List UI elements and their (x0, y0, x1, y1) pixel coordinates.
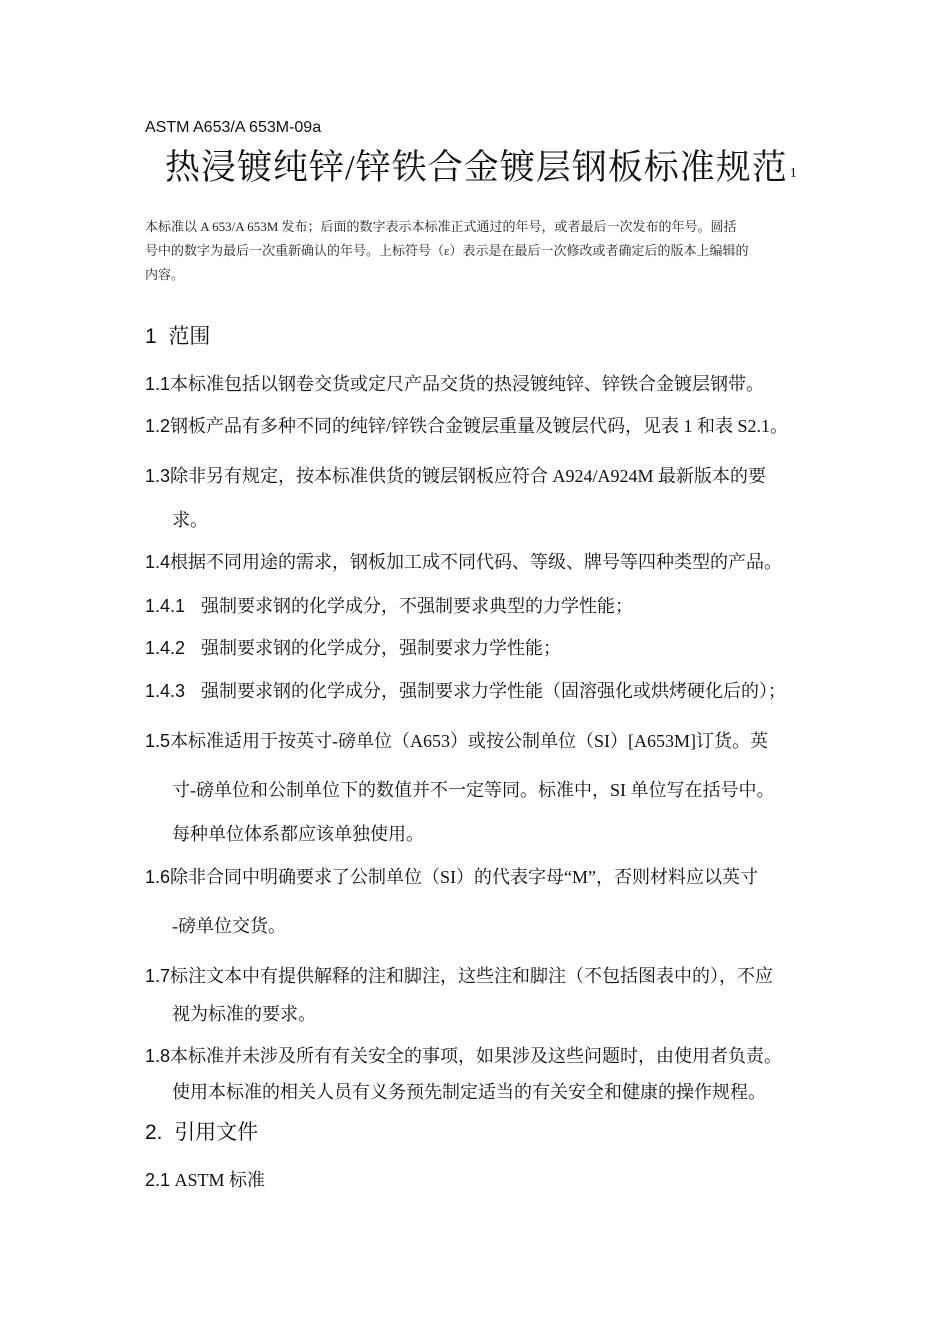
intro-note-line-1: 本标准以 A 653/A 653M 发布；后面的数字表示本标准正式通过的年号，或者最后一次发布的年号。圆括 (145, 219, 737, 234)
clause-text: 标注文本中有提供解释的注和脚注，这些注和脚注（不包括图表中的），不应 (170, 966, 774, 986)
clause-1-7-continuation: 视为标准的要求。 (172, 1004, 316, 1024)
intro-note-line-2: 号中的数字为最后一次重新确认的年号。上标符号（ε）表示是在最后一次修改或者确定后的版本上编辑的 (145, 243, 749, 258)
clause-1-4-3 (145, 677, 786, 703)
section-heading-references (145, 1116, 258, 1146)
clause-2-1 (145, 1166, 265, 1192)
clause-1-4-2 (145, 634, 561, 660)
clause-text: 强制要求钢的化学成分，强制要求力学性能（固溶强化或烘烤硬化后的）； (201, 681, 787, 701)
clause-number: 2.1 (145, 1170, 171, 1190)
clause-1-7 (145, 962, 773, 988)
clause-text: 强制要求钢的化学成分，强制要求力学性能； (201, 638, 562, 658)
clause-1-8-continuation: 使用本标准的相关人员有义务预先制定适当的有关安全和健康的操作规程。 (172, 1082, 766, 1102)
clause-number: 1.7 (145, 966, 171, 986)
section-title: 范围 (168, 325, 211, 348)
clause-text: 除非合同中明确要求了公制单位（SI）的代表字母“M”，否则材料应以英寸 (170, 867, 759, 887)
section-heading-scope (145, 320, 210, 350)
clause-text: 本标准包括以钢卷交货或定尺产品交货的热浸镀纯锌、锌铁合金镀层钢带。 (170, 374, 765, 394)
clause-text: ASTM 标准 (174, 1170, 266, 1190)
clause-text: 强制要求钢的化学成分，不强制要求典型的力学性能； (201, 596, 634, 616)
clause-1-3-continuation: 求。 (172, 510, 208, 530)
clause-1-5 (145, 727, 768, 753)
clause-number: 1.4.1 (145, 596, 186, 616)
clause-1-1 (145, 370, 764, 396)
clause-1-8 (145, 1042, 782, 1068)
clause-1-4-1 (145, 592, 633, 618)
clause-text: 除非另有规定，按本标准供货的镀层钢板应符合 A924/A924M 最新版本的要 (170, 466, 767, 486)
clause-number: 1.2 (145, 416, 171, 436)
clause-1-2 (145, 412, 788, 438)
clause-text: 本标准并未涉及所有有关安全的事项，如果涉及这些问题时，由使用者负责。 (170, 1046, 783, 1066)
section-title: 引用文件 (174, 1121, 259, 1144)
clause-text: 本标准适用于按英寸-磅单位（A653）或按公制单位（SI）[A653M]订货。英 (170, 731, 769, 751)
clause-1-4 (145, 548, 782, 574)
clause-number: 1.3 (145, 466, 171, 486)
clause-text: 钢板产品有多种不同的纯锌/锌铁合金镀层重量及镀层代码，见表 1 和表 S2.1。 (170, 416, 789, 436)
clause-number: 1.6 (145, 867, 171, 887)
standard-code: ASTM A653/A 653M-09a (145, 119, 322, 136)
clause-1-5-continuation-1: 寸-磅单位和公制单位下的数值并不一定等同。标准中，SI 单位写在括号中。 (172, 780, 775, 800)
clause-1-3 (145, 462, 766, 488)
clause-number: 1.8 (145, 1046, 171, 1066)
clause-1-6-continuation: -磅单位交货。 (172, 916, 286, 936)
clause-1-5-continuation-2: 每种单位体系都应该单独使用。 (172, 824, 424, 844)
section-number: 1 (145, 325, 157, 348)
clause-number: 1.5 (145, 731, 171, 751)
clause-number: 1.4 (145, 552, 171, 572)
document-title (165, 140, 798, 190)
clause-number: 1.4.2 (145, 638, 186, 658)
section-number: 2. (145, 1121, 163, 1144)
clause-text: 根据不同用途的需求，钢板加工成不同代码、等级、牌号等四种类型的产品。 (170, 552, 783, 572)
clause-1-6 (145, 863, 758, 889)
clause-number: 1.1 (145, 374, 171, 394)
clause-number: 1.4.3 (145, 681, 186, 701)
intro-note-line-3: 内容。 (145, 267, 185, 282)
title-footnote-mark: 1 (789, 166, 798, 181)
title-text: 热浸镀纯锌/锌铁合金镀层钢板标准规范 (165, 148, 788, 187)
